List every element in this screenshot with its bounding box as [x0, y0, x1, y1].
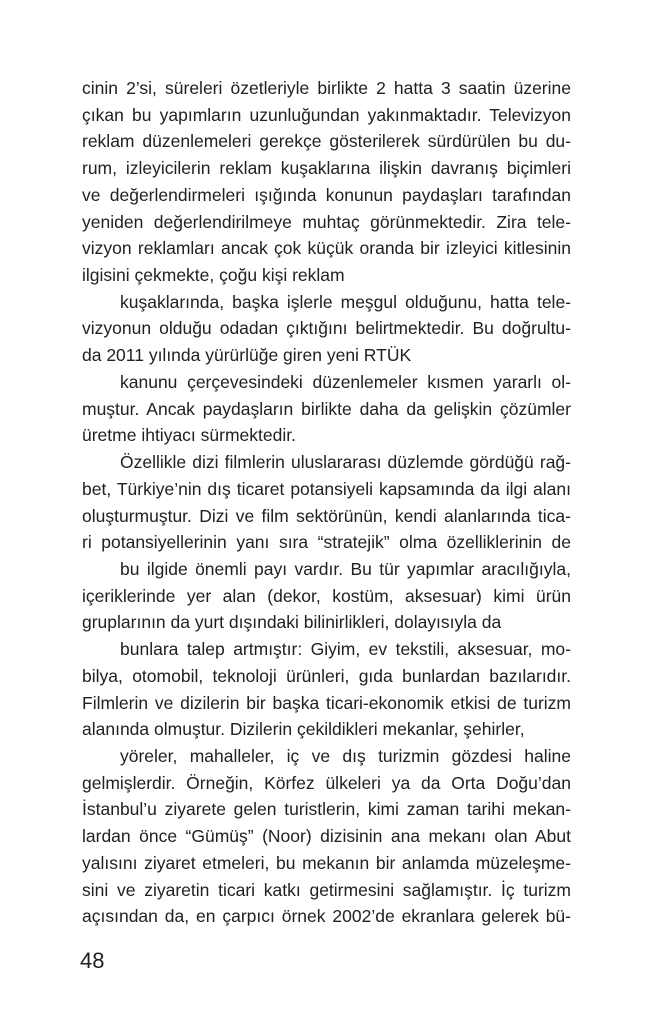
text-line: Filmlerin ve dizilerin bir başka ticari-ekonomik etkisi de turizm: [82, 692, 571, 713]
text-line: ri potansiyellerinin yanı sıra “stratejik” olma özelliklerinin de: [82, 532, 571, 553]
text-line: kanunu çerçevesindeki düzenlemeler kısmen yararlı ol-: [120, 371, 571, 392]
text-line: bilya, otomobil, teknoloji ürünleri, gıda bunlardan bazılarıdır.: [82, 665, 571, 686]
text-line: gruplarının da yurt dışındaki bilinirlikleri, dolayısıyla da: [82, 612, 502, 633]
text-line: ilgisini çekmekte, çoğu kişi reklam: [82, 265, 345, 286]
page-number: 48: [80, 948, 105, 973]
text-line: vizyonun olduğu odadan çıktığını belirtmektedir. Bu doğrultu-: [82, 318, 571, 339]
text-line: muştur. Ancak paydaşların birlikte daha da gelişkin çözümler: [82, 398, 571, 419]
text-line: kuşaklarında, başka işlerle meşgul olduğunu, hatta tele-: [120, 291, 571, 312]
text-line: İstanbul’u ziyarete gelen turistlerin, kimi zaman tarihi mekan-: [82, 799, 571, 820]
text-line: sini ve ziyaretin ticari katkı getirmesini sağlamıştır. İç turizm: [82, 879, 571, 900]
text-line: yöreler, mahalleler, iç ve dış turizmin gözdesi haline: [120, 745, 571, 766]
text-line: cinin 2’si, süreleri özetleriyle birlikte 2 hatta 3 saatin üzerine: [82, 78, 571, 98]
text-line: içeriklerinde yer alan (dekor, kostüm, aksesuar) kimi ürün: [82, 585, 571, 606]
text-line: da 2011 yılında yürürlüğe giren yeni RTÜK: [82, 345, 412, 366]
text-line: üretme ihtiyacı sürmektedir.: [82, 425, 296, 446]
text-line: açısından da, en çarpıcı örnek 2002’de ekranlara gelerek bü-: [82, 906, 571, 927]
text-line: vizyon reklamları ancak çok küçük oranda bir izleyici kitlesinin: [82, 238, 571, 259]
text-line: alanında olmuştur. Dizilerin çekildikleri mekanlar, şehirler,: [82, 719, 525, 740]
text-line: yeniden değerlendirilmeye muhtaç görünmektedir. Zira tele-: [82, 211, 571, 232]
text-line: çıkan bu yapımların uzunluğundan yakınmaktadır. Televizyon: [82, 104, 571, 125]
text-line: Özellikle dizi filmlerin uluslararası düzlemde gördüğü rağ-: [120, 452, 571, 473]
text-line: bu ilgide önemli payı vardır. Bu tür yapımlar aracılığıyla,: [120, 558, 571, 579]
text-line: bet, Türkiye’nin dış ticaret potansiyeli kapsamında da ilgi alanı: [82, 478, 571, 499]
text-line: rum, izleyicilerin reklam kuşaklarına ilişkin davranış biçimleri: [82, 158, 571, 179]
text-line: lardan önce “Gümüş” (Noor) dizisinin ana mekanı olan Abut: [82, 826, 571, 847]
text-line: gelmişlerdir. Örneğin, Körfez ülkeleri ya da Orta Doğu’dan: [82, 772, 571, 793]
text-line: yalısını ziyaret etmeleri, bu mekanın bir anlamda müzeleşme-: [82, 852, 571, 873]
text-block: [82, 75, 571, 930]
text-line: bunlara talep artmıştır: Giyim, ev tekstili, aksesuar, mo-: [120, 639, 571, 660]
text-line: ve değerlendirmeleri ışığında konunun paydaşları tarafından: [82, 184, 571, 205]
text-line: reklam düzenlemeleri gerekçe gösterilerek sürdürülen bu du-: [82, 131, 571, 152]
text-line: oluşturmuştur. Dizi ve film sektörünün, kendi alanlarında tica-: [82, 505, 571, 526]
